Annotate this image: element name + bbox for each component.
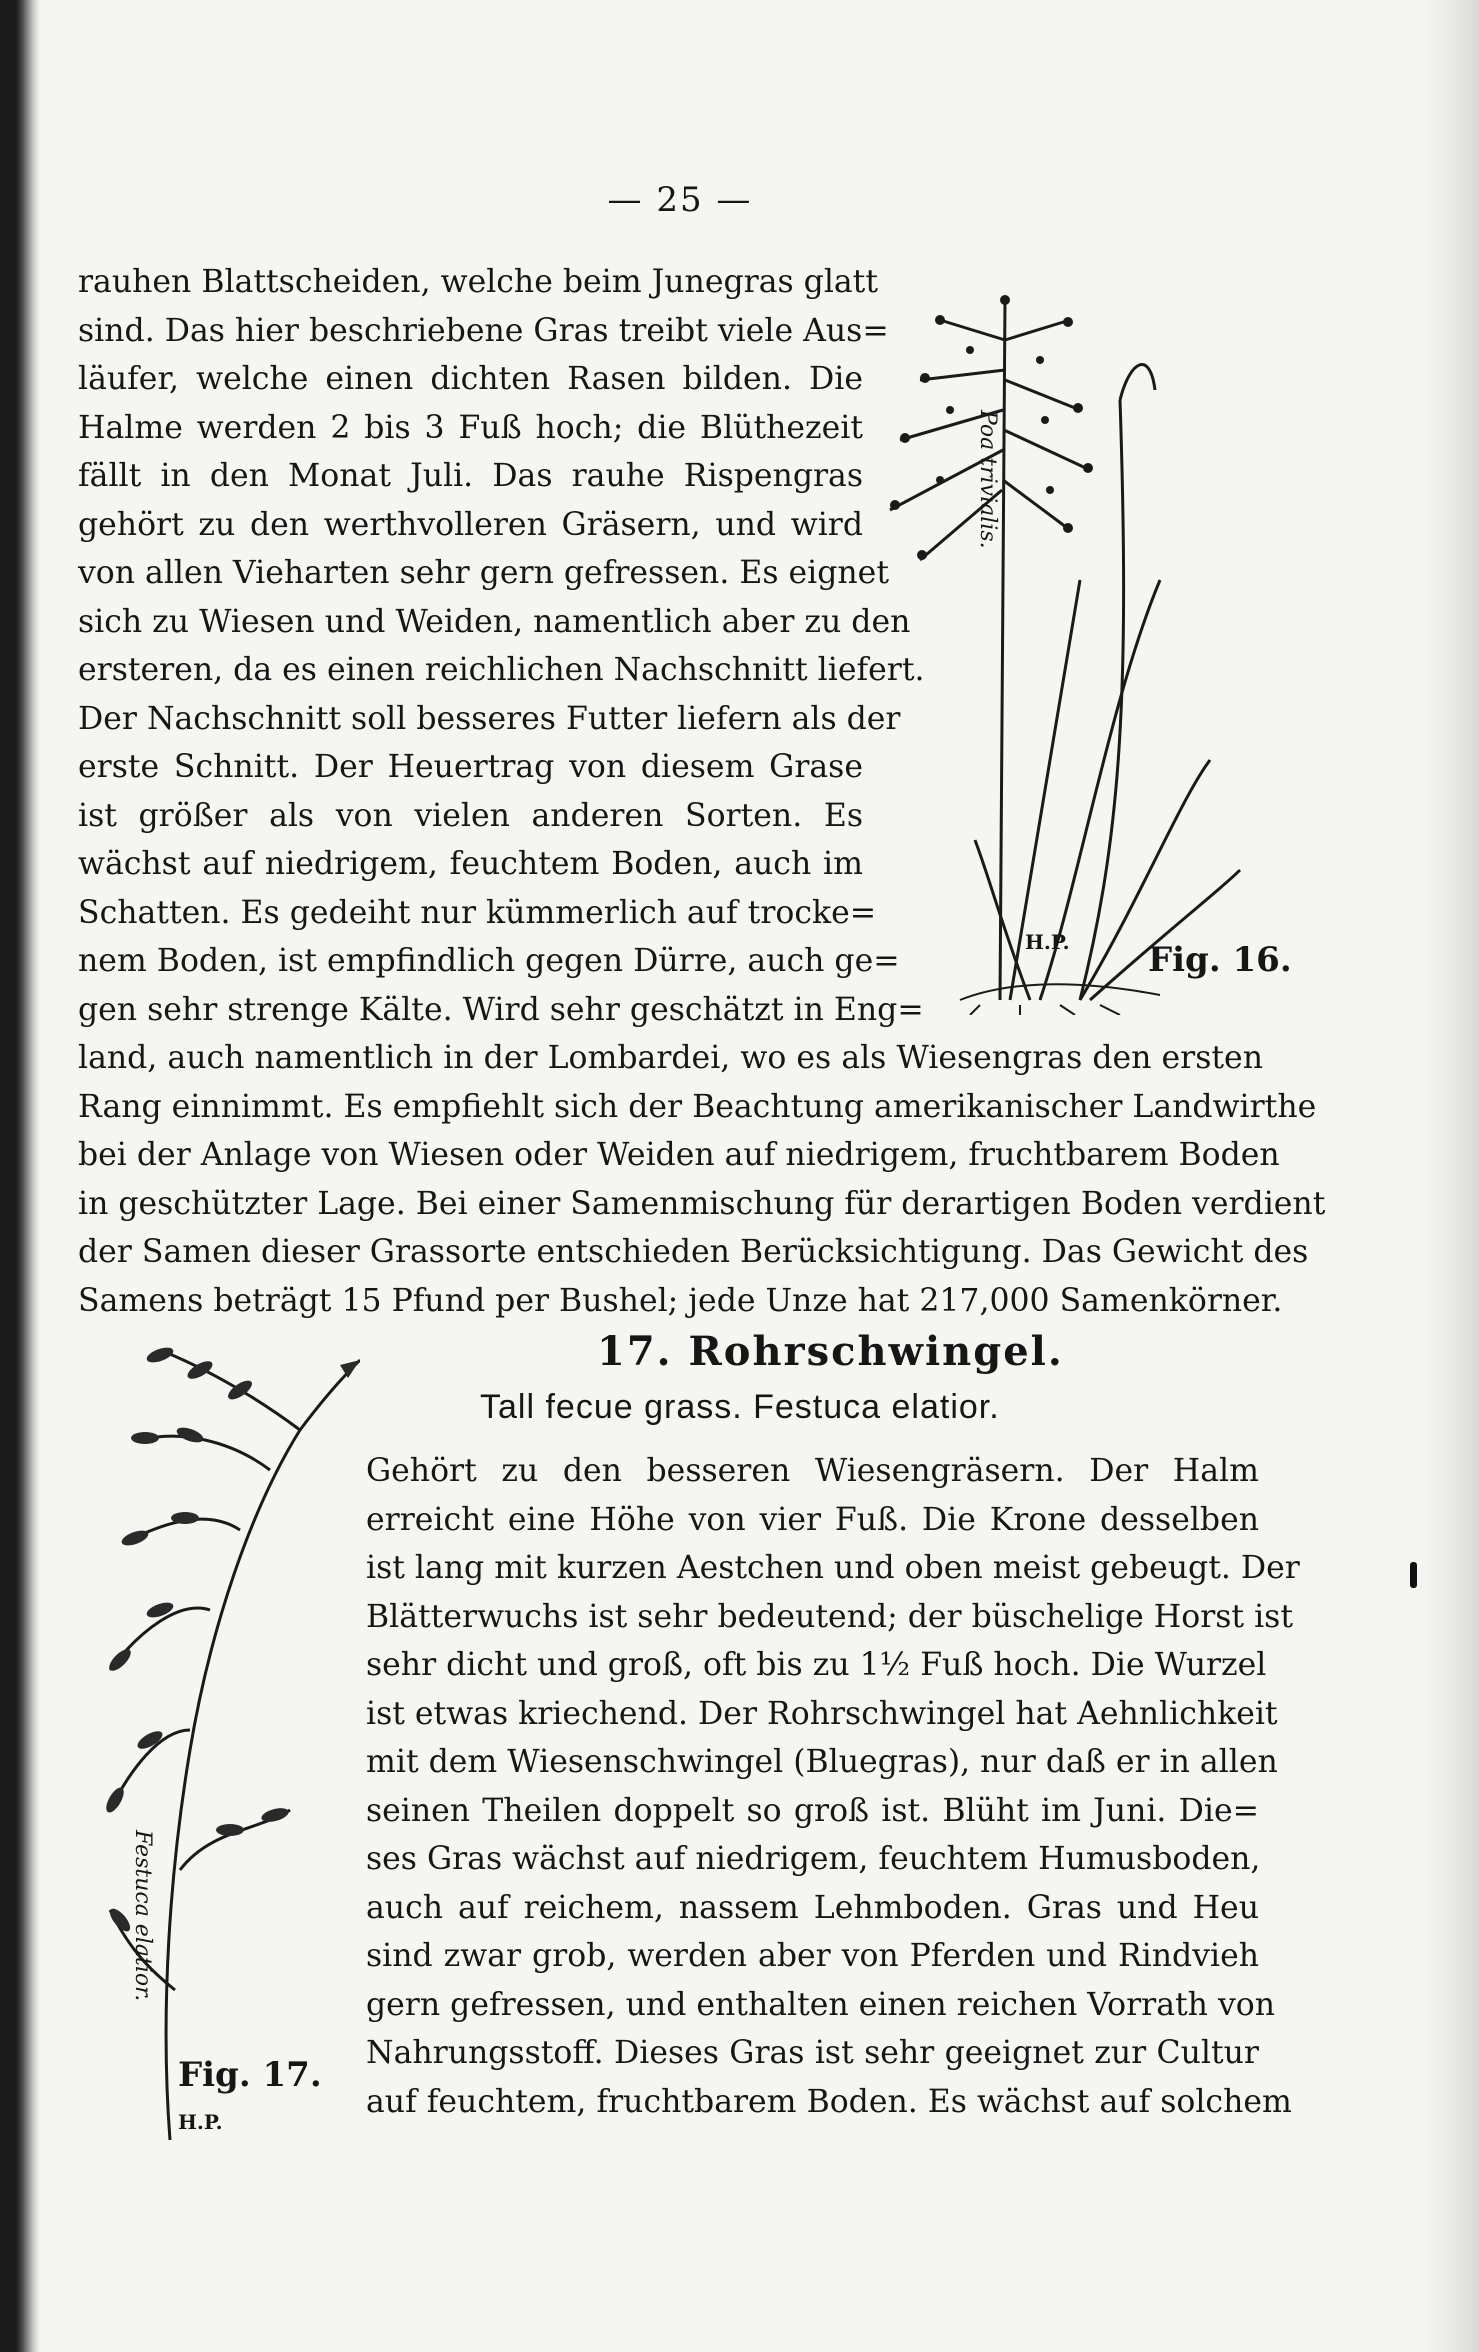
figure-17-caption: Festuca elatior. — [130, 1830, 155, 2002]
section-heading: 17. Rohrschwingel. — [597, 1328, 1064, 1375]
figure-16-illustration — [880, 280, 1292, 1015]
text-line: gen sehr strenge Kälte. Wird sehr geschätzt in Eng= — [78, 991, 924, 1028]
section-subheading: Tall fecue grass. Festuca elatior. — [480, 1388, 1000, 1426]
text-line: sind. Das hier beschriebene Gras treibt viele Aus= — [78, 312, 889, 349]
page-edge-shadow — [0, 0, 40, 2352]
page-number: — 25 — — [607, 180, 753, 220]
text-line: der Samen dieser Grassorte entschieden Berücksichtigung. Das Gewicht des — [78, 1234, 1309, 1270]
text-line: ist lang mit kurzen Aestchen und oben meist gebeugt. Der — [366, 1550, 1300, 1586]
grass-illustration-poa — [880, 280, 1280, 1015]
text-line: auch auf reichem, nassem Lehmboden. Gras und Heu — [366, 1889, 1259, 1926]
text-line: von allen Vieharten sehr gern gefressen. Es eignet — [78, 555, 889, 591]
text-line: Schatten. Es gedeiht nur kümmerlich auf trocke= — [78, 894, 877, 931]
text-line: mit dem Wiesenschwingel (Bluegras), nur daß er in allen — [366, 1744, 1278, 1780]
margin-mark — [1410, 1562, 1417, 1588]
text-line: auf feuchtem, fruchtbarem Boden. Es wächst auf solchem — [366, 2083, 1292, 2120]
text-line: Nahrungsstoff. Dieses Gras ist sehr geeignet zur Cultur — [366, 2035, 1259, 2071]
text-line: sind zwar grob, werden aber von Pferden und Rindvieh — [366, 1938, 1259, 1974]
grass-illustration-festuca — [60, 1310, 360, 2150]
text-line: Samens beträgt 15 Pfund per Bushel; jede Unze hat 217,000 Samenkörner. — [78, 1282, 1283, 1319]
text-line: Der Nachschnitt soll besseres Futter liefern als der — [78, 700, 901, 737]
figure-17-signature: H.P. — [178, 2110, 223, 2134]
text-line: sehr dicht und groß, oft bis zu 1½ Fuß hoch. Die Wurzel — [366, 1647, 1267, 1683]
text-line: ersteren, da es einen reichlichen Nachschnitt liefert. — [78, 652, 925, 688]
figure-17-illustration — [60, 1310, 360, 2150]
text-line: läufer, welche einen dichten Rasen bilden. Die — [78, 361, 863, 397]
text-line: erreicht eine Höhe von vier Fuß. Die Krone desselben — [366, 1501, 1259, 1538]
page-edge-right — [1419, 0, 1479, 2352]
figure-17-label: Fig. 17. — [178, 2055, 322, 2095]
text-line: fällt in den Monat Juli. Das rauhe Rispengras — [78, 458, 863, 494]
text-line: nem Boden, ist empfindlich gegen Dürre, auch ge= — [78, 943, 900, 979]
text-line: Blätterwuchs ist sehr bedeutend; der büschelige Horst ist — [366, 1598, 1293, 1635]
text-line: gehört zu den werthvolleren Gräsern, und wird — [78, 506, 863, 543]
text-line: Halme werden 2 bis 3 Fuß hoch; die Blüthezeit — [78, 409, 863, 446]
text-line: Gehört zu den besseren Wiesengräsern. Der Halm — [366, 1453, 1259, 1489]
text-line: seinen Theilen doppelt so groß ist. Blüht im Juni. Die= — [366, 1792, 1259, 1829]
text-line: rauhen Blattscheiden, welche beim Junegras glatt — [78, 264, 878, 300]
text-line: ist größer als von vielen anderen Sorten. Es — [78, 797, 863, 834]
paragraph-top-continued — [78, 1034, 1326, 1325]
text-line: bei der Anlage von Wiesen oder Weiden auf niedrigem, fruchtbarem Boden — [78, 1137, 1280, 1173]
figure-16-caption: Poa trivialis. — [975, 410, 1000, 549]
figure-16-label: Fig. 16. — [1148, 940, 1292, 980]
figure-16-signature: H.P. — [1025, 930, 1070, 954]
text-line: sich zu Wiesen und Weiden, namentlich aber zu den — [78, 603, 911, 640]
text-line: gern gefressen, und enthalten einen reichen Vorrath von — [366, 1986, 1276, 2023]
text-line: ses Gras wächst auf niedrigem, feuchtem Humusboden, — [366, 1841, 1261, 1877]
text-line: Rang einnimmt. Es empfiehlt sich der Beachtung amerikanischer Landwirthe — [78, 1088, 1317, 1125]
paragraph-top — [78, 258, 925, 1034]
text-line: in geschützter Lage. Bei einer Samenmischung für derartigen Boden verdient — [78, 1185, 1326, 1222]
text-line: erste Schnitt. Der Heuertrag von diesem Grase — [78, 749, 863, 785]
text-line: ist etwas kriechend. Der Rohrschwingel hat Aehnlichkeit — [366, 1695, 1278, 1732]
paragraph-section-17 — [366, 1447, 1300, 2126]
text-line: wächst auf niedrigem, feuchtem Boden, auch im — [78, 846, 863, 882]
text-line: land, auch namentlich in der Lombardei, wo es als Wiesengras den ersten — [78, 1040, 1263, 1076]
